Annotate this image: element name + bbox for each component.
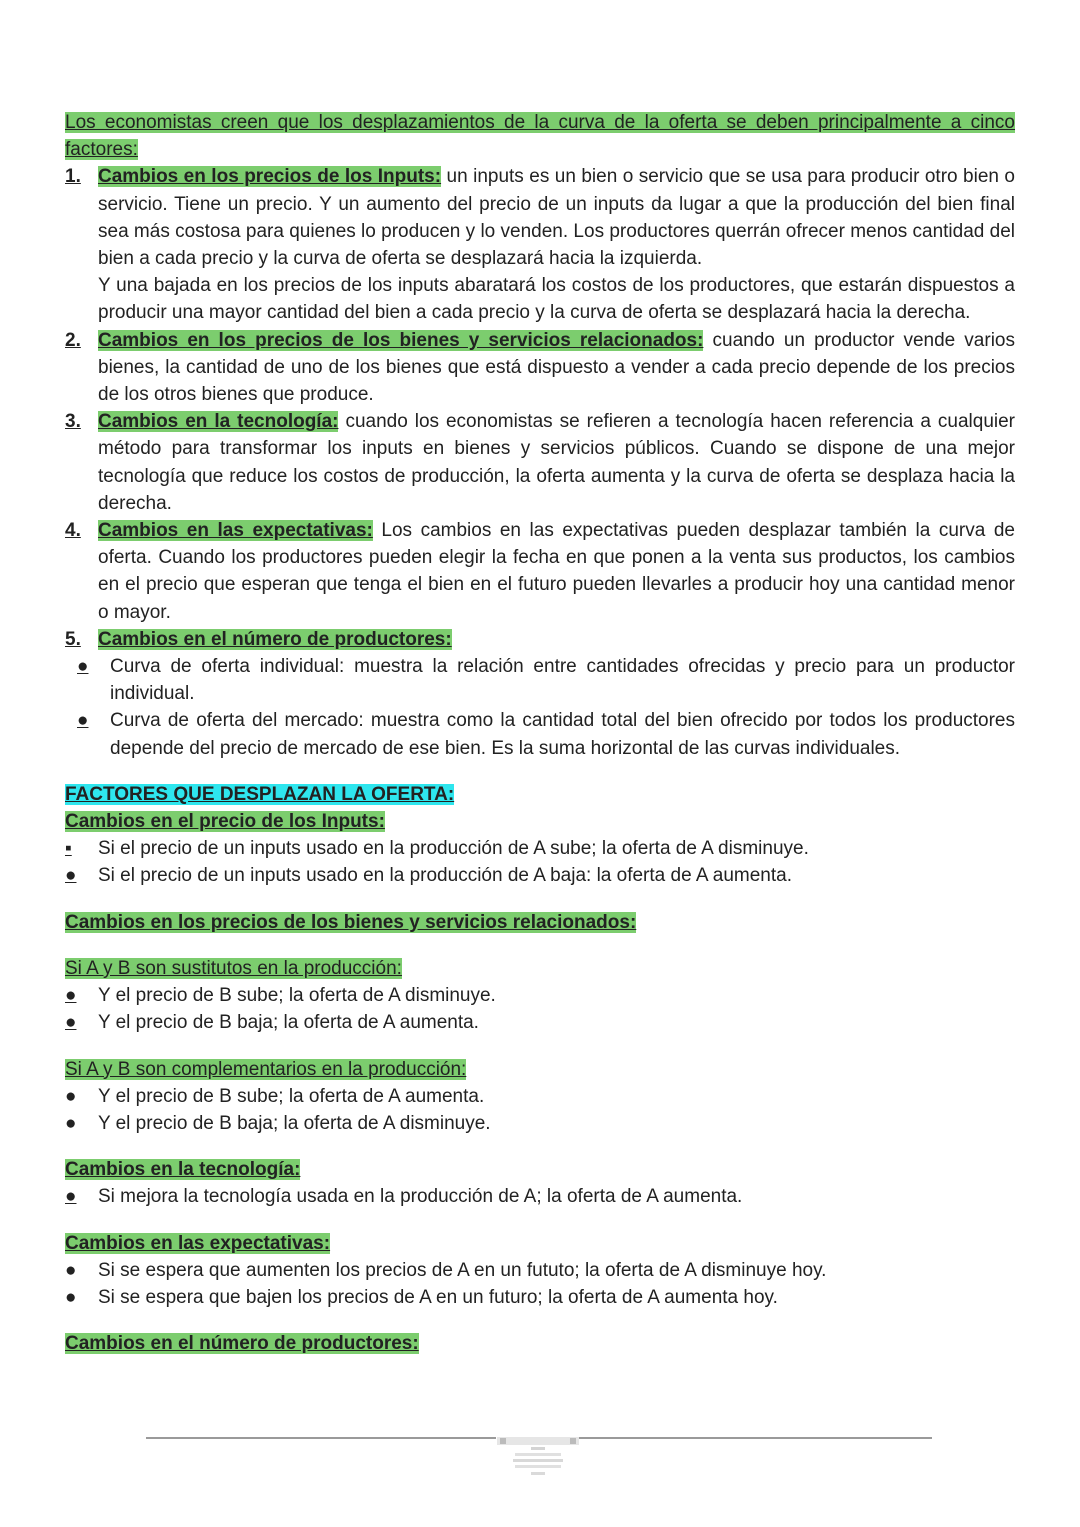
curve-bullet-1 [65,653,1015,707]
list-item-text: Y el precio de B sube; la oferta de A disminuye. [98,985,496,1007]
factor-paragraph [98,626,1015,653]
complements-heading [65,1056,1015,1083]
section-title-text: FACTORES QUE DESPLAZAN LA OFERTA: [65,783,455,805]
document-body [65,109,1015,1357]
producers-heading [65,1330,1015,1357]
list-item-text: Y el precio de B sube; la oferta de A aumenta. [98,1085,485,1107]
factor-text: cuando los economistas se refieren a tecnología hacen referencia a cualquier método para transformar los inputs en bienes y servicios públicos. Cuando se dispone de una mejor tecnología que reduce los costos de producción, la oferta aumenta y la curva de oferta se desplaza hacia la derecha. [98,411,1015,514]
factor-title: Cambios en el número de productores: [98,628,452,650]
factor-paragraph [98,408,1015,517]
list-item [65,1257,1015,1284]
list-item [65,1009,1015,1036]
spacer [65,1311,1015,1330]
complements-heading-text: Si A y B son complementarios en la producción: [65,1058,467,1080]
factor-paragraph [98,327,1015,409]
section-title [65,781,1015,808]
bullet-icon: ● [65,1085,77,1107]
substitutes-heading-text: Si A y B son sustitutos en la producción: [65,957,402,979]
factor-text: un inputs es un bien o servicio que se usa para producir otro bien o servicio. Tiene un precio. Y un aumento del precio de un inputs da lugar a que la producción del bien final sea más costosa para quienes lo producen y lo venden. Los productores querrán ofrecer menos cantidad del bien a cada precio y la curva de oferta se desplazará hacia la izquierda. [98,166,1015,270]
list-item [65,835,1015,862]
factor-paragraph [98,517,1015,626]
factor-text: Y una bajada en los precios de los inputs abaratará los costos de los productores, que estarán dispuestos a producir una mayor cantidad del bien a cada precio y la curva de oferta se desplazará hacia la derecha. [98,275,1015,324]
bullet-icon: ● [65,1112,77,1134]
list-item [65,1110,1015,1137]
bullet-text: Curva de oferta individual: muestra la relación entre cantidades ofrecidas y precio para un productor individual. [110,656,1015,705]
factor-title: Cambios en los precios de los Inputs: [98,166,442,188]
expectations-heading-text: Cambios en las expectativas: [65,1232,331,1254]
list-item [65,982,1015,1009]
bullet-icon: ● [77,710,89,732]
factor-number: 4. [65,520,81,542]
spacer [65,890,1015,909]
list-item [65,1284,1015,1311]
list-item-text: Si se espera que bajen los precios de A en un futuro; la oferta de A aumenta hoy. [98,1286,778,1308]
list-item [65,1083,1015,1110]
footer-divider-left [146,1437,496,1439]
bullet-icon: ● [65,1259,77,1281]
intro-text: Los economistas creen que los desplazamientos de la curva de la oferta se deben principalmente a cinco factores: [65,112,1015,161]
footer-logo-icon [497,1435,579,1481]
intro-paragraph [65,109,1015,163]
list-item-text: Si el precio de un inputs usado en la producción de A baja: la oferta de A aumenta. [98,865,792,887]
bullet-icon: ● [65,1286,77,1308]
bullet-icon: ● [77,656,89,678]
list-item-text: Si el precio de un inputs usado en la producción de A sube; la oferta de A disminuye. [98,838,809,860]
factor-title: Cambios en los precios de los bienes y servicios relacionados: [98,329,704,351]
expectations-heading [65,1230,1015,1257]
inputs-heading [65,808,1015,835]
factor-paragraph [98,272,1015,326]
factor-item-3 [65,408,1015,517]
factor-number: 3. [65,411,81,433]
list-item-text: Si mejora la tecnología usada en la producción de A; la oferta de A aumenta. [98,1186,743,1208]
bullet-icon: ▪ [65,838,72,860]
related-heading [65,909,1015,936]
inputs-heading-text: Cambios en el precio de los Inputs: [65,811,385,833]
list-item-text: Y el precio de B baja; la oferta de A aumenta. [98,1012,479,1034]
bullet-icon: ● [65,1012,77,1034]
factor-number: 2. [65,329,81,351]
list-item [65,862,1015,889]
factor-paragraph [98,163,1015,272]
substitutes-heading [65,955,1015,982]
producers-heading-text: Cambios en el número de productores: [65,1333,419,1355]
spacer [65,762,1015,781]
spacer [65,936,1015,955]
bullet-icon: ● [65,865,77,887]
technology-heading-text: Cambios en la tecnología: [65,1159,301,1181]
bullet-icon: ● [65,1186,77,1208]
factor-text: Los cambios en las expectativas pueden desplazar también la curva de oferta. Cuando los productores pueden elegir la fecha en que ponen a la venta sus productos, los cambios en el precio que esperan que tenga el bien en el futuro pueden llevarles a producir hoy una cantidad menor o mayor. [98,520,1015,623]
bullet-icon: ● [65,985,77,1007]
factor-number: 1. [65,166,81,188]
factor-item-4 [65,517,1015,626]
factor-text: cuando un productor vende varios bienes, la cantidad de uno de los bienes que está dispuesto a vender a cada precio depende de los precios de los otros bienes que produce. [98,329,1015,406]
footer-divider-right [579,1437,932,1439]
related-heading-text: Cambios en los precios de los bienes y servicios relacionados: [65,911,637,933]
spacer [65,1037,1015,1056]
factor-title: Cambios en la tecnología: [98,411,339,433]
factor-item-1 [65,163,1015,326]
spacer [65,1211,1015,1230]
technology-heading [65,1156,1015,1183]
factor-item-2 [65,327,1015,409]
factor-item-5 [65,626,1015,653]
bullet-text: Curva de oferta del mercado: muestra como la cantidad total del bien ofrecido por todos los productores depende del precio de mercado de ese bien. Es la suma horizontal de las curvas individuales. [110,710,1015,759]
factor-title: Cambios en las expectativas: [98,520,373,542]
spacer [65,1137,1015,1156]
list-item-text: Si se espera que aumenten los precios de A en un fututo; la oferta de A disminuye hoy. [98,1259,827,1281]
curve-bullet-2 [65,707,1015,761]
factor-number: 5. [65,628,81,650]
list-item-text: Y el precio de B baja; la oferta de A disminuye. [98,1112,491,1134]
list-item [65,1183,1015,1210]
